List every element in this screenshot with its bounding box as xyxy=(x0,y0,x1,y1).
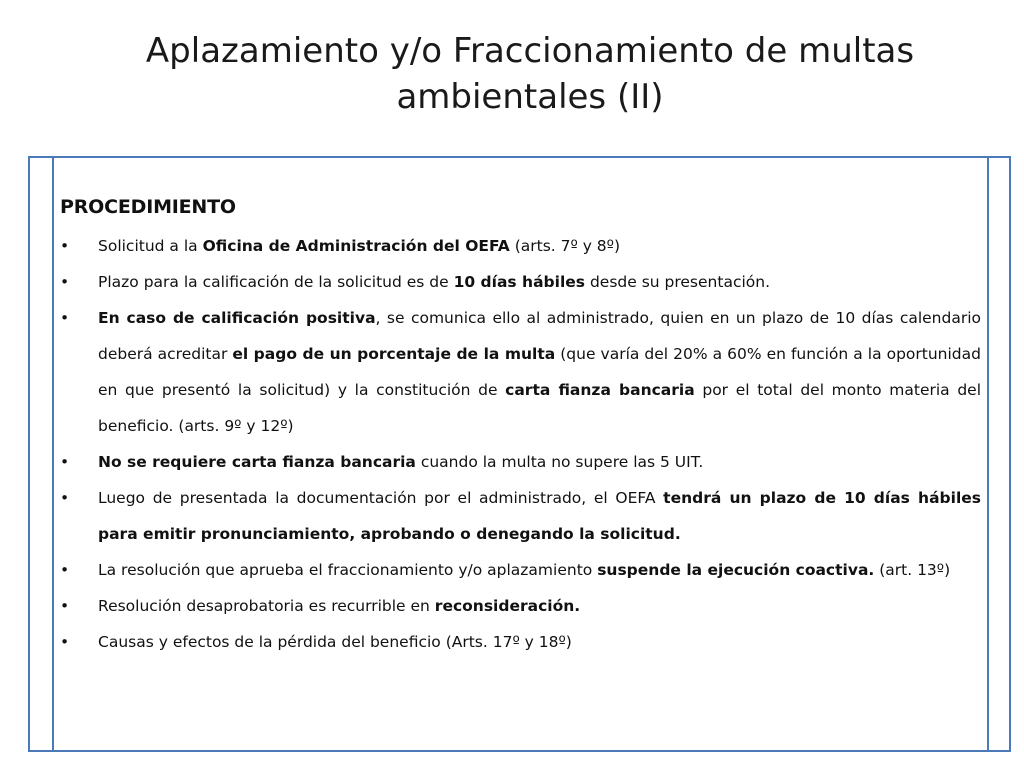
bullet-dot: • xyxy=(60,273,70,291)
bullet-item xyxy=(60,588,981,624)
bullet-text-bold: 10 días hábiles xyxy=(453,273,586,291)
bullet-dot: • xyxy=(60,489,70,507)
bullet-text: (art. 13º) xyxy=(874,561,951,579)
bullet-item xyxy=(60,264,981,300)
bullet-text-bold: suspende la ejecución coactiva. xyxy=(597,561,875,579)
bullet-item xyxy=(60,300,981,444)
bullet-item xyxy=(60,228,981,264)
bullet-list xyxy=(60,228,981,660)
bullet-dot: • xyxy=(60,633,70,651)
bullet-text-bold: Oficina de Administración del OEFA xyxy=(202,237,510,255)
bullet-text: Luego de presentada la documentación por el administrado, el OEFA xyxy=(98,489,664,507)
bullet-dot: • xyxy=(60,453,70,471)
bullet-text: Plazo para la calificación de la solicitud es de xyxy=(98,273,454,291)
bullet-item xyxy=(60,444,981,480)
bullet-dot: • xyxy=(60,597,70,615)
bullet-text-bold: reconsideración. xyxy=(434,597,581,615)
bullet-text: , se comunica ello al administrado, quien en un plazo de 10 días calendario deberá acreditar xyxy=(98,309,982,363)
content-area xyxy=(60,196,981,660)
bullet-text-bold: En caso de calificación positiva xyxy=(98,309,376,327)
bullet-text: Causas y efectos de la pérdida del beneficio (Arts. 17º y 18º) xyxy=(98,633,572,651)
bullet-dot: • xyxy=(60,561,70,579)
bullet-text: (arts. 7º y 8º) xyxy=(509,237,621,255)
bullet-text: Resolución desaprobatoria es recurrible en xyxy=(98,597,435,615)
bullet-dot: • xyxy=(60,237,70,255)
bullet-text: desde su presentación. xyxy=(585,273,771,291)
bullet-item xyxy=(60,552,981,588)
bullet-text-bold: No se requiere carta fianza bancaria xyxy=(98,453,416,471)
bullet-text-bold: carta fianza bancaria xyxy=(505,381,695,399)
bullet-item xyxy=(60,624,981,660)
bullet-text: Solicitud a la xyxy=(98,237,203,255)
bullet-text: La resolución que aprueba el fraccionamiento y/o aplazamiento xyxy=(98,561,598,579)
bullet-item xyxy=(60,480,981,552)
bullet-text: (que varía del 20% a 60% en función a la oportunidad en que presentó la solicitud) y la constitución de xyxy=(98,345,981,399)
slide-title xyxy=(60,28,1000,120)
slide-title-line-1: Aplazamiento y/o Fraccionamiento de multas xyxy=(145,31,915,71)
bullet-text: por el total del monto materia del beneficio. (arts. 9º y 12º) xyxy=(98,381,982,435)
bullet-dot: • xyxy=(60,309,70,327)
bullet-text-bold: el pago de un porcentaje de la multa xyxy=(232,345,556,363)
slide-title-line-2: ambientales (II) xyxy=(396,77,664,117)
section-heading: PROCEDIMIENTO xyxy=(60,196,236,218)
bullet-text: cuando la multa no supere las 5 UIT. xyxy=(415,453,704,471)
bullet-text-bold: tendrá un plazo de 10 días hábiles para emitir pronunciamiento, aprobando o denegando la solicitud. xyxy=(98,489,981,543)
